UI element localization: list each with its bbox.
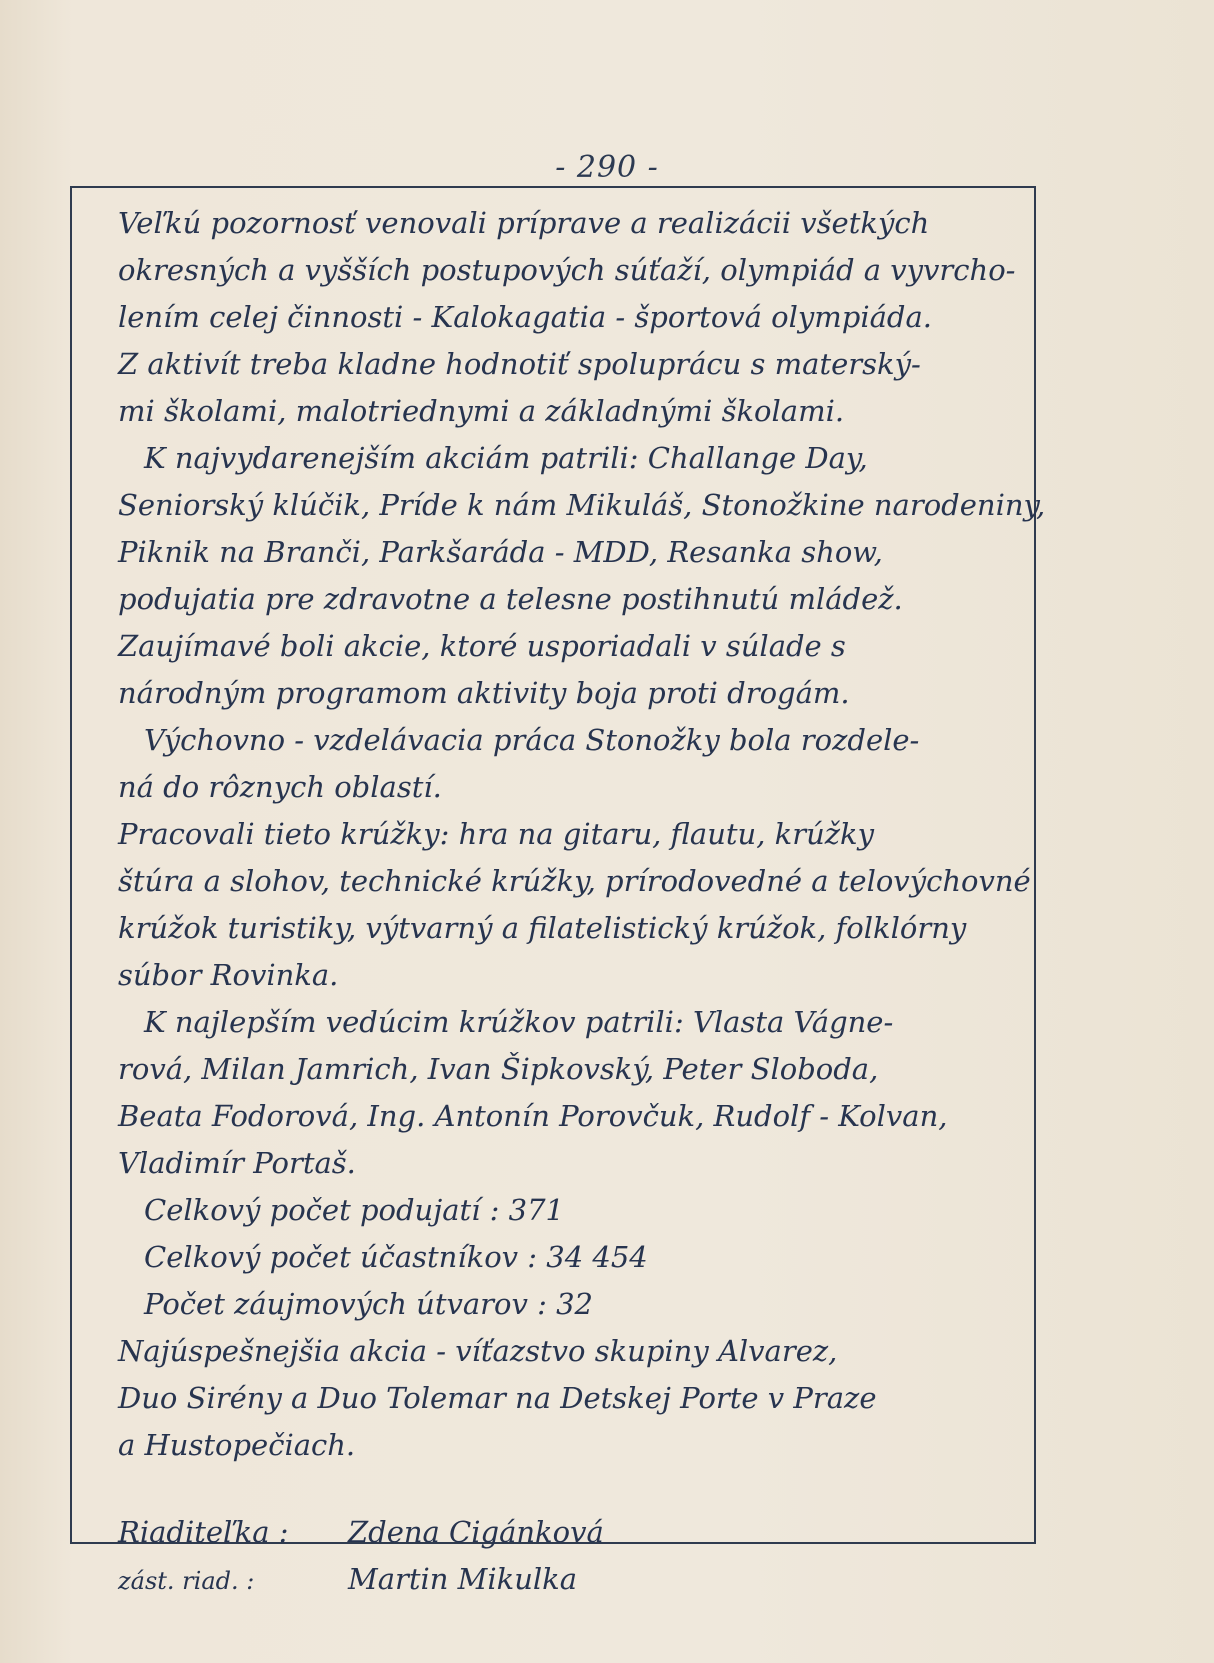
- text-line: Vladimír Portaš.: [118, 1146, 356, 1180]
- text-line: národným programom aktivity boja proti drogám.: [118, 676, 850, 710]
- page-number: - 290 -: [555, 150, 659, 185]
- text-line: Z aktivít treba kladne hodnotiť spoluprácu s materský-: [118, 347, 921, 381]
- text-line: Veľkú pozornosť venovali príprave a realizácii všetkých: [118, 206, 930, 240]
- signature-row-deputy: [118, 1556, 1018, 1603]
- text-line: mi školami, malotriednymi a základnými školami.: [118, 394, 845, 428]
- signature-name: Martin Mikulka: [348, 1562, 578, 1596]
- text-line: Výchovno - vzdelávacia práca Stonožky bola rozdele-: [144, 723, 920, 757]
- stat-line: Celkový počet účastníkov : 34 454: [144, 1240, 648, 1274]
- text-line: ná do rôznych oblastí.: [118, 770, 442, 804]
- text-line: Beata Fodorová, Ing. Antonín Porovčuk, Rudolf - Kolvan,: [118, 1099, 948, 1133]
- signature-role: Riaditeľka :: [118, 1515, 289, 1549]
- stat-line: Počet záujmových útvarov : 32: [144, 1287, 593, 1321]
- handwritten-text-block: [118, 200, 1046, 1603]
- text-line: Pracovali tieto krúžky: hra na gitaru, flautu, krúžky: [118, 817, 874, 851]
- text-line: rová, Milan Jamrich, Ivan Šipkovský, Peter Sloboda,: [118, 1052, 879, 1086]
- text-line: súbor Rovinka.: [118, 958, 339, 992]
- text-line: lením celej činnosti - Kalokagatia - športová olympiáda.: [118, 300, 932, 334]
- text-line: Seniorský klúčik, Príde k nám Mikuláš, Stonožkine narodeniny,: [118, 488, 1046, 522]
- signature-row-director: [118, 1509, 1018, 1556]
- text-line: a Hustopečiach.: [118, 1428, 356, 1462]
- signature-name: Zdena Cigánková: [348, 1515, 604, 1549]
- signature-role: zást. riad. :: [118, 1567, 255, 1595]
- text-line: okresných a vyšších postupových súťaží, olympiád a vyvrcho-: [118, 253, 1016, 287]
- stat-line: Celkový počet podujatí : 371: [144, 1193, 564, 1227]
- text-line: Duo Sirény a Duo Tolemar na Detskej Porte v Praze: [118, 1381, 877, 1415]
- text-line: štúra a slohov, technické krúžky, prírodovedné a telovýchovné: [118, 864, 1031, 898]
- text-line: K najlepším vedúcim krúžkov patrili: Vlasta Vágne-: [144, 1005, 894, 1039]
- text-line: K najvydarenejším akciám patrili: Challange Day,: [144, 441, 868, 475]
- text-line: Najúspešnejšia akcia - víťazstvo skupiny Alvarez,: [118, 1334, 838, 1368]
- text-line: Zaujímavé boli akcie, ktoré usporiadali v súlade s: [118, 629, 846, 663]
- text-line: podujatia pre zdravotne a telesne postihnutú mládež.: [118, 582, 903, 616]
- text-line: krúžok turistiky, výtvarný a filatelistický krúžok, folklórny: [118, 911, 967, 945]
- text-line: Piknik na Branči, Parkšaráda - MDD, Resanka show,: [118, 535, 883, 569]
- spacer: [118, 1469, 1018, 1509]
